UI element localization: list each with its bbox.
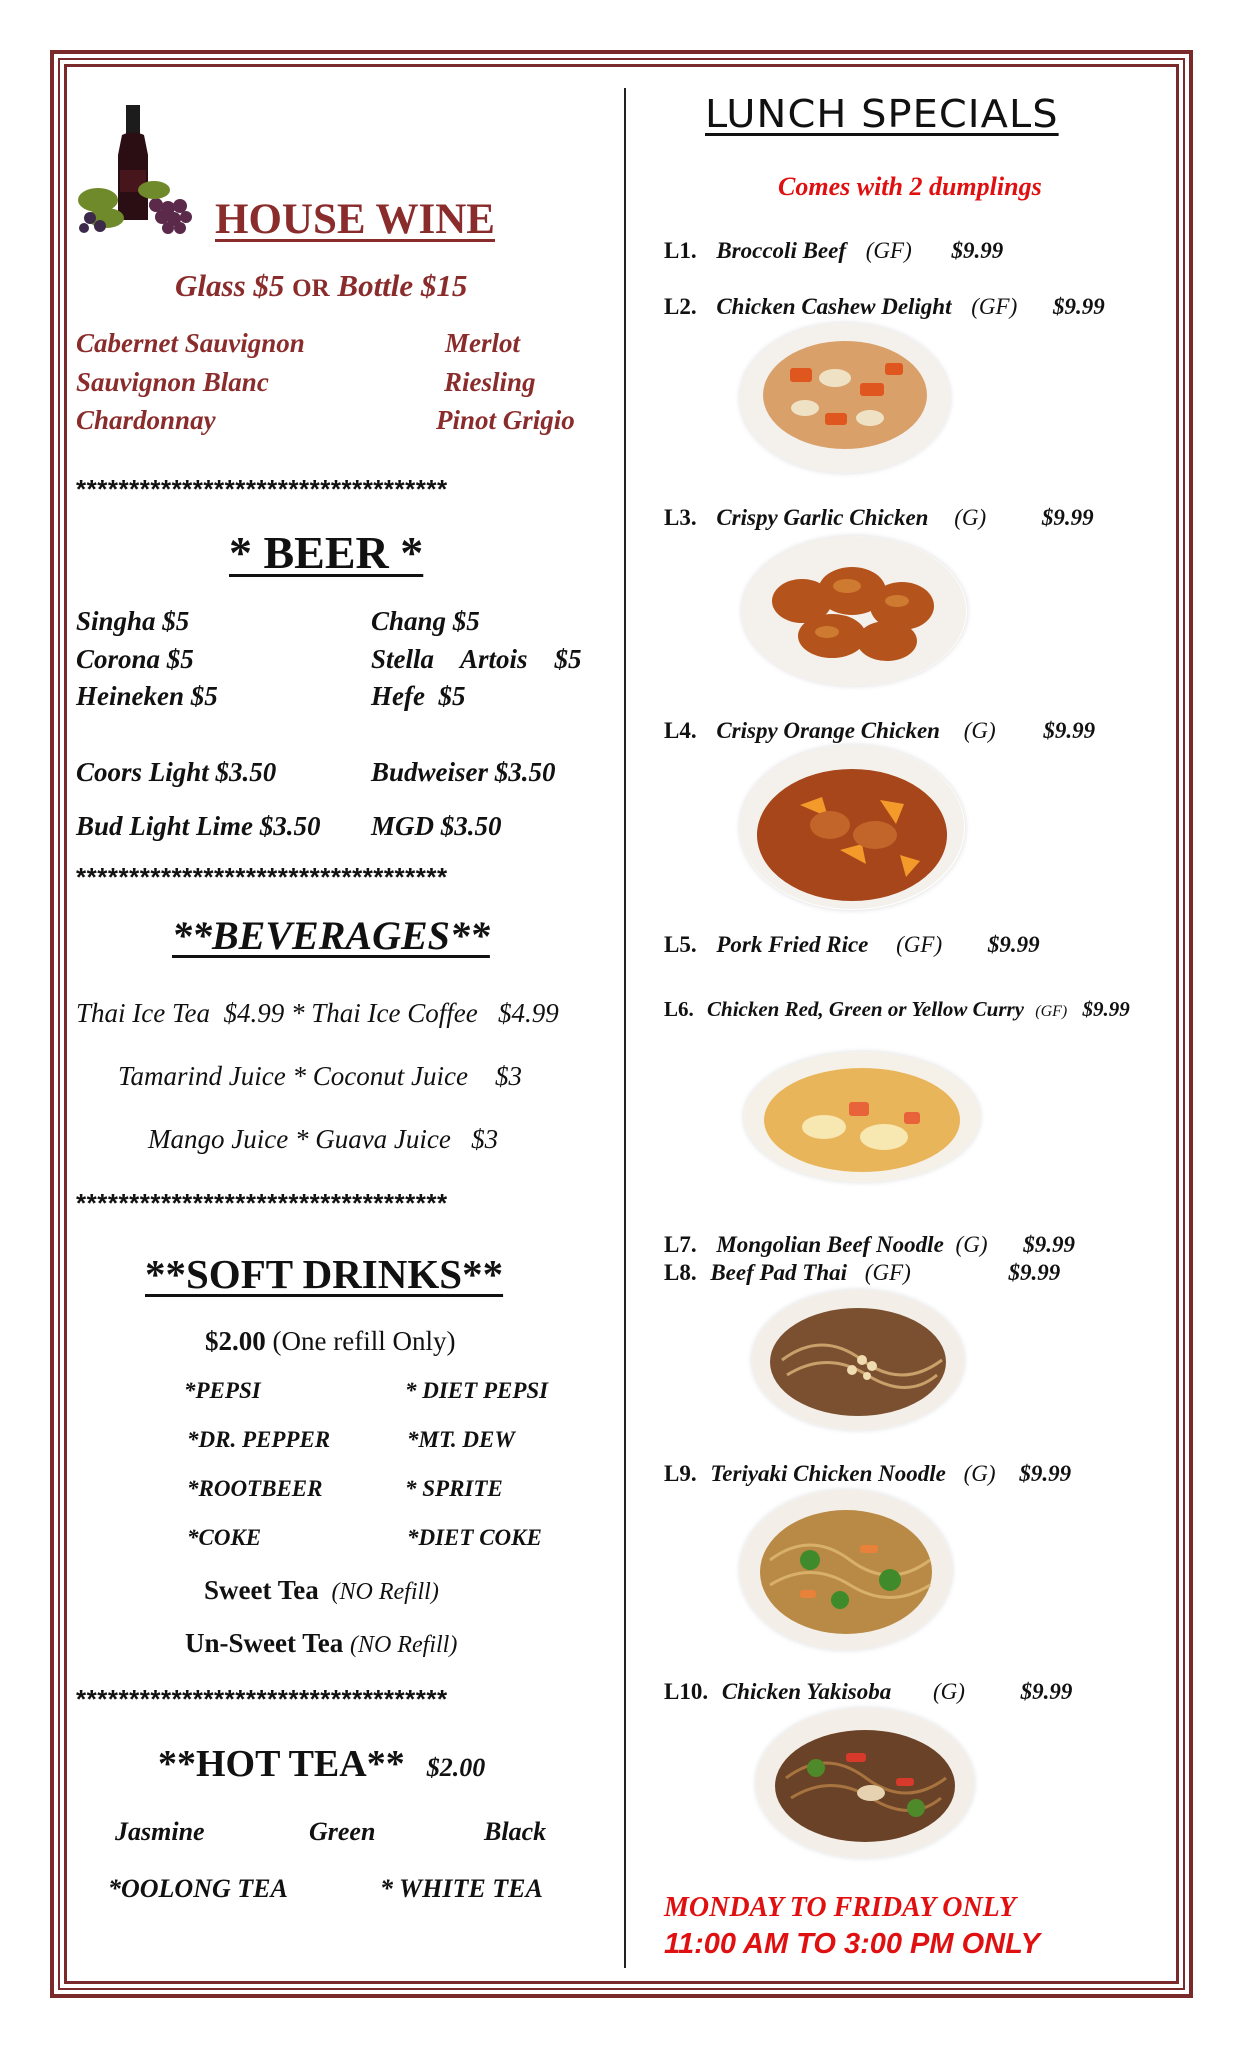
item-code: L9. (664, 1461, 697, 1486)
beer-item: Singha $5 (76, 606, 190, 636)
item-price: $9.99 (1020, 1679, 1073, 1704)
wine-price-line (175, 268, 467, 304)
wine-name: Chardonnay (76, 405, 216, 435)
star-separator: *********************************** (76, 474, 448, 504)
unsweet-tea-label: Un-Sweet Tea (185, 1628, 344, 1658)
hot-tea-item: * WHITE TEA (380, 1874, 543, 1903)
column-divider (624, 88, 626, 1968)
item-name: Crispy Garlic Chicken (716, 505, 929, 530)
sweet-tea-line (204, 1575, 439, 1606)
hot-tea-item: Jasmine (115, 1817, 205, 1846)
item-code: L2. (664, 294, 697, 319)
hot-tea-item: *OOLONG TEA (108, 1874, 288, 1903)
house-wine-title: HOUSE WINE (215, 196, 495, 243)
wine-name: Cabernet Sauvignon (76, 328, 305, 358)
wine-name: Riesling (444, 367, 536, 397)
soft-drink-item: *PEPSI (184, 1378, 261, 1403)
item-price: $9.99 (1041, 505, 1094, 530)
beer-item: Corona $5 (76, 644, 194, 674)
unsweet-tea-note: (NO Refill) (350, 1632, 458, 1658)
item-price: $9.99 (1052, 294, 1105, 319)
soft-drinks-price-line (205, 1326, 455, 1357)
item-name: Crispy Orange Chicken (716, 718, 940, 743)
item-price: $9.99 (1082, 997, 1130, 1021)
beverage-line: Thai Ice Tea $4.99 * Thai Ice Coffee $4.99 (76, 998, 559, 1028)
hot-tea-title: **HOT TEA** (158, 1743, 405, 1785)
crispy-garlic-chicken-photo (742, 536, 967, 686)
soft-drink-item: *MT. DEW (407, 1427, 515, 1452)
sweet-tea-note: (NO Refill) (331, 1579, 439, 1605)
beer-item: Bud Light Lime $3.50 (76, 811, 321, 841)
wine-name: Sauvignon Blanc (76, 367, 269, 397)
wine-or-text: OR (292, 275, 330, 302)
beer-item: Chang $5 (371, 606, 480, 636)
crispy-orange-chicken-photo (740, 745, 965, 910)
star-separator: *********************************** (76, 1684, 448, 1714)
beer-item: Heineken $5 (76, 681, 218, 711)
item-name: Mongolian Beef Noodle (716, 1232, 944, 1257)
lunch-item-l7 (664, 1232, 1075, 1258)
lunch-item-l1 (664, 238, 1003, 264)
item-tag: (GF) (864, 1260, 911, 1285)
beer-item: Budweiser $3.50 (371, 757, 556, 787)
item-tag: (GF) (865, 238, 912, 263)
item-tag: (G) (954, 505, 987, 530)
soft-drinks-title: **SOFT DRINKS** (145, 1251, 504, 1297)
wine-glass-price: Glass $5 (175, 268, 285, 303)
yakisoba-photo (756, 1708, 974, 1858)
teriyaki-noodle-photo (740, 1490, 952, 1650)
wine-bottle-price: Bottle $15 (337, 268, 468, 303)
chicken-cashew-photo (740, 323, 950, 473)
beer-item: Hefe $5 (371, 681, 466, 711)
hot-tea-heading (158, 1742, 485, 1786)
item-name: Pork Fried Rice (716, 932, 869, 957)
item-tag: (G) (963, 1461, 996, 1486)
star-separator: *********************************** (76, 862, 448, 892)
item-code: L7. (664, 1232, 697, 1257)
lunch-item-l9 (664, 1461, 1071, 1487)
beer-item: MGD $3.50 (371, 811, 502, 841)
item-name: Chicken Cashew Delight (716, 294, 952, 319)
lunch-item-l6 (664, 997, 1130, 1022)
curry-photo (744, 1052, 980, 1182)
item-code: L4. (664, 718, 697, 743)
item-code: L3. (664, 505, 697, 530)
lunch-item-l2 (664, 294, 1105, 320)
hot-tea-item: Green (309, 1817, 376, 1846)
beverage-line: Mango Juice * Guava Juice $3 (148, 1124, 499, 1154)
beverage-line: Tamarind Juice * Coconut Juice $3 (118, 1061, 522, 1091)
soft-drink-item: *ROOTBEER (187, 1476, 323, 1501)
soft-drink-item: *DIET COKE (407, 1525, 542, 1550)
item-tag: (GF) (1035, 1003, 1068, 1020)
beverages-title: **BEVERAGES** (172, 913, 490, 958)
item-code: L10. (664, 1679, 709, 1704)
lunch-hours-note: 11:00 AM TO 3:00 PM ONLY (664, 1928, 1041, 1960)
item-code: L6. (664, 997, 694, 1021)
item-tag: (GF) (896, 932, 943, 957)
soft-drinks-price: $2.00 (205, 1326, 266, 1356)
item-tag: (G) (932, 1679, 965, 1704)
lunch-item-l8 (664, 1260, 1060, 1286)
pad-thai-photo (752, 1290, 964, 1430)
wine-bottle-grapes-icon (76, 100, 196, 235)
wine-name: Pinot Grigio (436, 405, 575, 435)
item-price: $9.99 (1019, 1461, 1072, 1486)
item-price: $9.99 (1023, 1232, 1075, 1257)
wine-name: Merlot (445, 328, 521, 358)
beer-title: * BEER * (229, 527, 424, 578)
item-code: L1. (664, 238, 697, 263)
lunch-item-l4 (664, 718, 1095, 744)
soft-drink-item: *COKE (187, 1525, 262, 1550)
hot-tea-item: Black (484, 1817, 547, 1846)
star-separator: *********************************** (76, 1188, 448, 1218)
soft-drinks-refill-note: (One refill Only) (272, 1326, 456, 1356)
item-code: L5. (664, 932, 697, 957)
lunch-specials-title: LUNCH SPECIALS (705, 92, 1059, 136)
soft-drink-item: *DR. PEPPER (187, 1427, 331, 1452)
item-name: Chicken Red, Green or Yellow Curry (707, 997, 1024, 1021)
sweet-tea-label: Sweet Tea (204, 1575, 319, 1605)
item-tag: (G) (955, 1232, 988, 1257)
hot-tea-price: $2.00 (426, 1753, 486, 1782)
beer-item: Coors Light $3.50 (76, 757, 277, 787)
soft-drink-item: * DIET PEPSI (405, 1378, 549, 1403)
soft-drink-item: * SPRITE (405, 1476, 503, 1501)
item-tag: (G) (963, 718, 996, 743)
lunch-item-l5 (664, 932, 1040, 958)
unsweet-tea-line (185, 1628, 457, 1659)
item-code: L8. (664, 1260, 697, 1285)
item-price: $9.99 (987, 932, 1040, 957)
item-tag: (GF) (971, 294, 1018, 319)
item-price: $9.99 (1043, 718, 1096, 743)
item-name: Beef Pad Thai (710, 1260, 848, 1285)
lunch-item-l3 (664, 505, 1094, 531)
item-price: $9.99 (951, 238, 1004, 263)
item-name: Chicken Yakisoba (721, 1679, 892, 1704)
item-name: Teriyaki Chicken Noodle (710, 1461, 946, 1486)
lunch-days-note: MONDAY TO FRIDAY ONLY (664, 1892, 1016, 1923)
lunch-subtitle: Comes with 2 dumplings (778, 172, 1042, 201)
item-name: Broccoli Beef (716, 238, 846, 263)
beer-item: Stella Artois $5 (371, 644, 582, 674)
item-price: $9.99 (1008, 1260, 1061, 1285)
lunch-item-l10 (664, 1679, 1072, 1705)
